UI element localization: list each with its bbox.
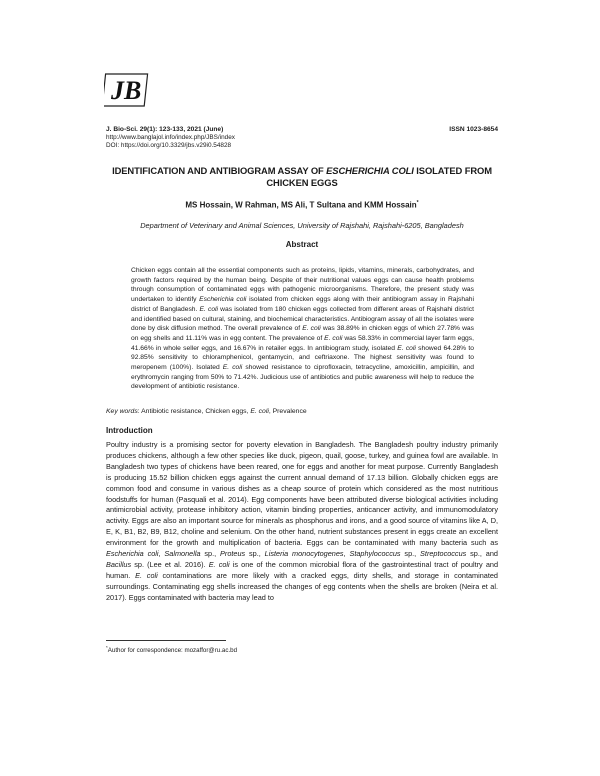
affiliation: Department of Veterinary and Animal Sciences, University of Rajshahi, Rajshahi-6205, Bangladesh bbox=[140, 221, 464, 230]
authors: MS Hossain, W Rahman, MS Ali, T Sultana and KMM Hossain* bbox=[185, 200, 419, 210]
journal-meta bbox=[106, 126, 498, 151]
citation: J. Bio-Sci. 29(1): 123-133, 2021 (June) bbox=[106, 126, 224, 133]
footnote-divider bbox=[106, 640, 226, 641]
footnote: *Author for correspondence: mozaffor@ru.ac.bd bbox=[106, 645, 238, 655]
journal-logo bbox=[104, 70, 150, 110]
logo-text: JB bbox=[111, 76, 142, 105]
abstract-heading: Abstract bbox=[285, 240, 319, 249]
doi[interactable]: DOI: https://doi.org/10.3329/jbs.v29i0.54828 bbox=[106, 142, 232, 150]
abstract-text: Chicken eggs contain all the essential components such as proteins, lipids, vitamins, minerals, carbohydrates, and growth factors required by the human being. Despite of their nutritional values eggs can cause health problems through consumption of contaminated eggs with pathogenic microorganisms. Therefore, the present study was undertaken to identify Escherichia coli isolated from chicken eggs along with their antibiogram assay in Rajshahi district of Bangladesh. E. coli was isolated from 180 chicken eggs collected from different areas of Rajshahi district and identified based on cultural, staining, and biochemical characteristics. Antibiogram assay of all the isolates were done by disk diffusion method. The overall prevalence of E. coli was 38.89% in chicken eggs of which 27.78% was on egg shells and 11.11% was in egg content. The prevalence of E. coli was 58.33% in commercial layer farm eggs, 41.66% in whole seller eggs, and 16.67% in retailer eggs. In antibiogram study, isolated E. coli showed 64.28% to 92.85% sensitivity to chloramphenicol, gentamycin, and ceftriaxone. The highest sensitivity was found to meropenem (100%). Isolated E. coli showed resistance to ciprofloxacin, tetracycline, amoxicillin, ampicillin, and erythromycin ranging from 50% to 71.42%. Judicious use of antibiotics and public awareness will help to reduce the development of antibiotic resistance. bbox=[131, 267, 474, 391]
introduction-heading: Introduction bbox=[106, 426, 153, 435]
introduction-text: Poultry industry is a promising sector for poverty elevation in Bangladesh. The Bangladesh poultry industry primarily produces chickens, although a few other species like duck, pigeon, quail, goose, turkey, and guinea fowl are available. In Bangladesh two types of chickens have been reared, one for eggs and another for meat purpose. Currently Bangladesh is producing 15.52 billion chicken eggs against the current annual demand of 17.13 billion. Globally chicken eggs are common food and consume in various dishes as a cheap source of protein which considered as the most nutritious foodstuffs for human (Pasquali et al. 2014). Egg components have been attributed diverse biological activities including antimicrobial activity, protease inhibitory action, vitamin binding properties, anticancer activity, and immunomodulatory activity. Eggs are also an important source for minerals as phosphorus and irons, and a good source of vitamins like A, D, E, K, B1, B2, B9, B12, choline and selenium. On the other hand, nutrient substances present in eggs create an excellent environment for the growth and multiplication of bacteria. Eggs can be contaminated with many bacteria such as Escherichia coli, Salmonella sp., Proteus sp., Listeria monocytogenes, Staphylococcus sp., Streptococcus sp., and Bacillus sp. (Lee et al. 2016). E. coli is one of the common microbial flora of the gastrointestinal tract of poultry and human. E. coli contaminations are more likely with a cracked eggs, dirty shells, and storage in contaminated surroundings. Contaminating egg shells increased the changes of egg contents when the shells are broken (Neira et al. 2017). Eggs contaminated with bacteria may lead to bbox=[106, 440, 499, 602]
issn: ISSN 1023-8654 bbox=[449, 126, 498, 133]
article-title: IDENTIFICATION AND ANTIBIOGRAM ASSAY OF ESCHERICHIA COLI ISOLATED FROM CHICKEN EGGS bbox=[112, 165, 492, 188]
journal-url[interactable]: http://www.banglajol.info/index.php/JBS/index bbox=[106, 134, 235, 142]
keywords: Key words: Antibiotic resistance, Chicken eggs, E. coli, Prevalence bbox=[106, 408, 307, 415]
